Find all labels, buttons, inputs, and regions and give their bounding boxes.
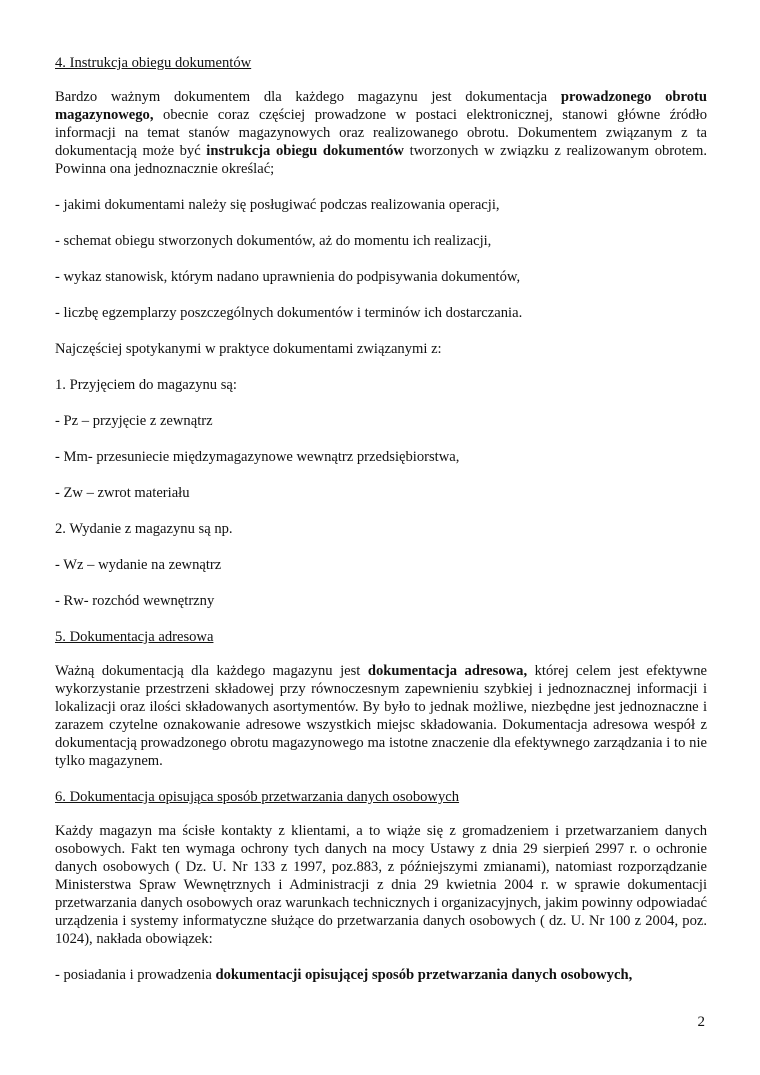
list-item: - schemat obiegu stworzonych dokumentów, aż do momentu ich realizacji, [55,233,492,249]
section-4-intro [55,88,707,178]
intro-text-2: obecnie coraz częściej prowadzone w postaci elektronicznej, stanowi główne źródło informacji na temat stanów magazynowych oraz realizowanego obrotu. Dokumentem związanym z ta dokumentacją może być [55,107,707,159]
receipt-heading: 1. Przyjęciem do magazynu są: [55,377,237,393]
issue-heading: 2. Wydanie z magazynu są np. [55,521,233,537]
document-page [55,46,707,1002]
section-6-heading: 6. Dokumentacja opisująca sposób przetwarzania danych osobowych [55,789,460,805]
duty-bold: dokumentacji opisującej sposób przetwarzania danych osobowych, [215,967,633,983]
common-docs-text: Najczęściej spotykanymi w praktyce dokumentami związanymi z: [55,341,442,357]
section-5-heading: 5. Dokumentacja adresowa [55,629,214,645]
list-item: - Wz – wydanie na zewnątrz [55,557,222,573]
intro-bold-2: instrukcja obiegu dokumentów [206,143,404,159]
list-item: - Mm- przesuniecie międzymagazynowe wewnątrz przedsiębiorstwa, [55,449,460,465]
section-5-paragraph [55,662,707,770]
section-6-duty [55,966,707,984]
duty-text: - posiadania i prowadzenia [55,967,216,983]
list-item: - wykaz stanowisk, którym nadano uprawnienia do podpisywania dokumentów, [55,269,521,285]
section-4-heading: 4. Instrukcja obiegu dokumentów [55,55,252,71]
intro-text-3: tworzonych w związku z realizowanym obrotem. Powinna ona jednoznacznie określać; [55,143,707,177]
s5-text-2: której celem jest efektywne wykorzystanie przestrzeni składowej przy równoczesnym zapewnieniu szybkiej i jednoznacznej informacji i lokalizacji oraz ilości składowanych asortymentów. By było to jednak możliwe, niezbędne jest jednoznaczne i zarazem czytelne oznakowanie adresowe wszystkich miejsc składowania. Dokumentacja adresowa wespół z dokumentacją prowadzonego obrotu magazynowego ma istotne znaczenie dla efektywnego zarządzania i to nie tylko magazynem. [55,663,708,769]
list-item: - Zw – zwrot materiału [55,485,190,501]
s5-text-1: Ważną dokumentacją dla każdego magazynu jest [55,663,368,679]
list-item: - Rw- rozchód wewnętrzny [55,593,215,609]
intro-text-1: Bardzo ważnym dokumentem dla każdego magazynu jest dokumentacja [55,89,561,105]
s5-bold-1: dokumentacja adresowa, [367,663,528,679]
page-number: 2 [697,1014,705,1030]
section-6-paragraph: Każdy magazyn ma ścisłe kontakty z klientami, a to wiąże się z gromadzeniem i przetwarzaniem danych osobowych. Fakt ten wymaga ochrony tych danych na mocy Ustawy z dnia 29 sierpień 2997 r. o ochronie danych osobowych ( Dz. U. Nr 133 z 1997, poz.883, z późniejszymi zmianami), natomiast rozporządzanie Ministerstwa Spraw Wewnętrznych i Administracji z dnia 29 kwietnia 2004 r. w sprawie dokumentacji przetwarzania danych osobowych oraz warunkach technicznych i organizacyjnych, jakim powinny odpowiadać urządzenia i systemy informatyczne służące do przetwarzania danych osobowych ( dz. U. Nr 100 z 2004, poz. 1024), nakłada obowiązek: [55,823,707,947]
list-item: - liczbę egzemplarzy poszczególnych dokumentów i terminów ich dostarczania. [55,305,523,321]
list-item: - jakimi dokumentami należy się posługiwać podczas realizowania operacji, [55,197,500,213]
intro-bold-1: prowadzonego obrotu magazynowego, [55,89,707,123]
list-item: - Pz – przyjęcie z zewnątrz [55,413,213,429]
